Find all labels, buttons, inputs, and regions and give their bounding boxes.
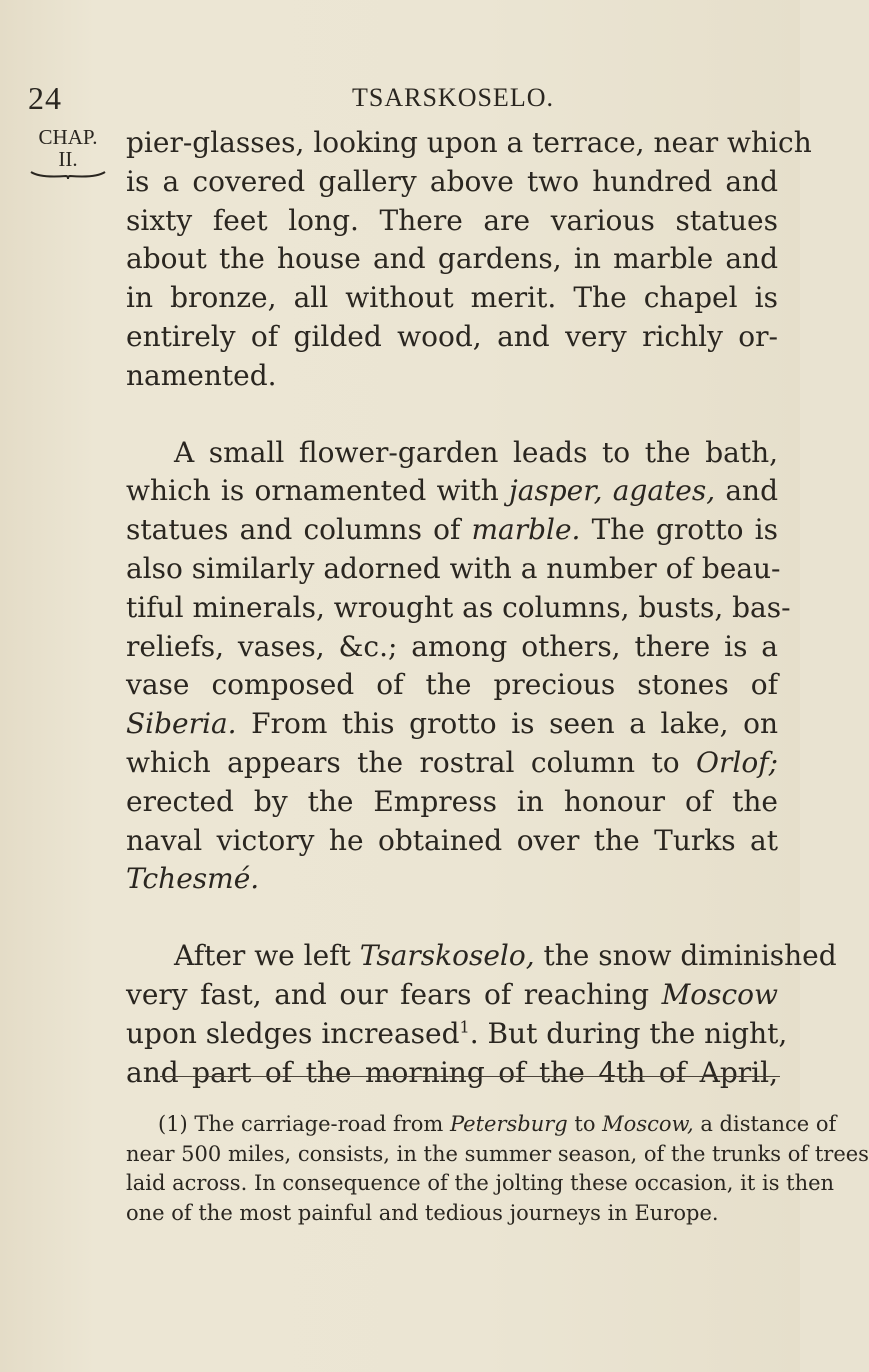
- body-text: [126, 124, 837, 1092]
- text-line: in bronze, all without merit. The chapel is: [126, 281, 778, 315]
- text-line: A small flower-garden leads to the bath,: [174, 435, 778, 469]
- footnote-line: (1) The carriage-road from Petersburg to Moscow, a distance of: [158, 1112, 837, 1136]
- paragraph: [126, 124, 812, 396]
- text-line: sixty feet long. There are various statues: [126, 203, 778, 237]
- text-line: also similarly adorned with a number of beau-: [126, 551, 781, 585]
- text-line: reliefs, vases, &c.; among others, there is a: [126, 629, 778, 663]
- chapter-number: II.: [58, 147, 78, 171]
- brace-icon: [30, 170, 106, 180]
- footnote-line: laid across. In consequence of the jolting these occasion, it is then: [126, 1171, 835, 1195]
- text-line: erected by the Empress in honour of the: [126, 784, 778, 818]
- text-line: Tchesmé.: [126, 862, 260, 896]
- chapter-label: CHAP.: [38, 125, 98, 149]
- text-line: naval victory he obtained over the Turks at: [126, 823, 778, 857]
- text-line: which is ornamented with jasper, agates, and: [126, 474, 778, 508]
- text-line: namented.: [126, 358, 277, 392]
- footnote-line: one of the most painful and tedious journeys in Europe.: [126, 1200, 719, 1225]
- page-number: 24: [28, 80, 62, 116]
- footnote-divider: [160, 1076, 780, 1077]
- text-line: which appears the rostral column to Orlof;: [126, 745, 778, 779]
- text-line: is a covered gallery above two hundred and: [126, 164, 778, 198]
- paragraph: [126, 937, 837, 1092]
- text-line: statues and columns of marble. The grotto is: [126, 513, 778, 547]
- text-line: vase composed of the precious stones of: [126, 668, 778, 702]
- chapter-marginal-note: [30, 126, 106, 180]
- text-line: upon sledges increased$^1$. But during the night,: [126, 1016, 788, 1050]
- text-line: entirely of gilded wood, and very richly or-: [126, 319, 778, 353]
- footnote-line: near 500 miles, consists, in the summer season, of the trunks of trees: [126, 1141, 869, 1166]
- text-line: about the house and gardens, in marble and: [126, 242, 778, 276]
- text-line: very fast, and our fears of reaching Moscow: [126, 977, 778, 1011]
- text-line: After we left Tsarskoselo, the snow diminished: [174, 939, 837, 973]
- footnote: [126, 1110, 869, 1228]
- footnote-ref: 1: [459, 1017, 470, 1037]
- running-head: TSARSKOSELO.: [352, 83, 554, 112]
- text-line: pier-glasses, looking upon a terrace, near which: [126, 126, 812, 159]
- paragraph: [126, 434, 791, 900]
- text-line: tiful minerals, wrought as columns, busts, bas-: [126, 590, 791, 624]
- text-line: Siberia. From this grotto is seen a lake, on: [126, 707, 778, 741]
- text-line: and part of the morning of the 4th of April,: [126, 1055, 778, 1089]
